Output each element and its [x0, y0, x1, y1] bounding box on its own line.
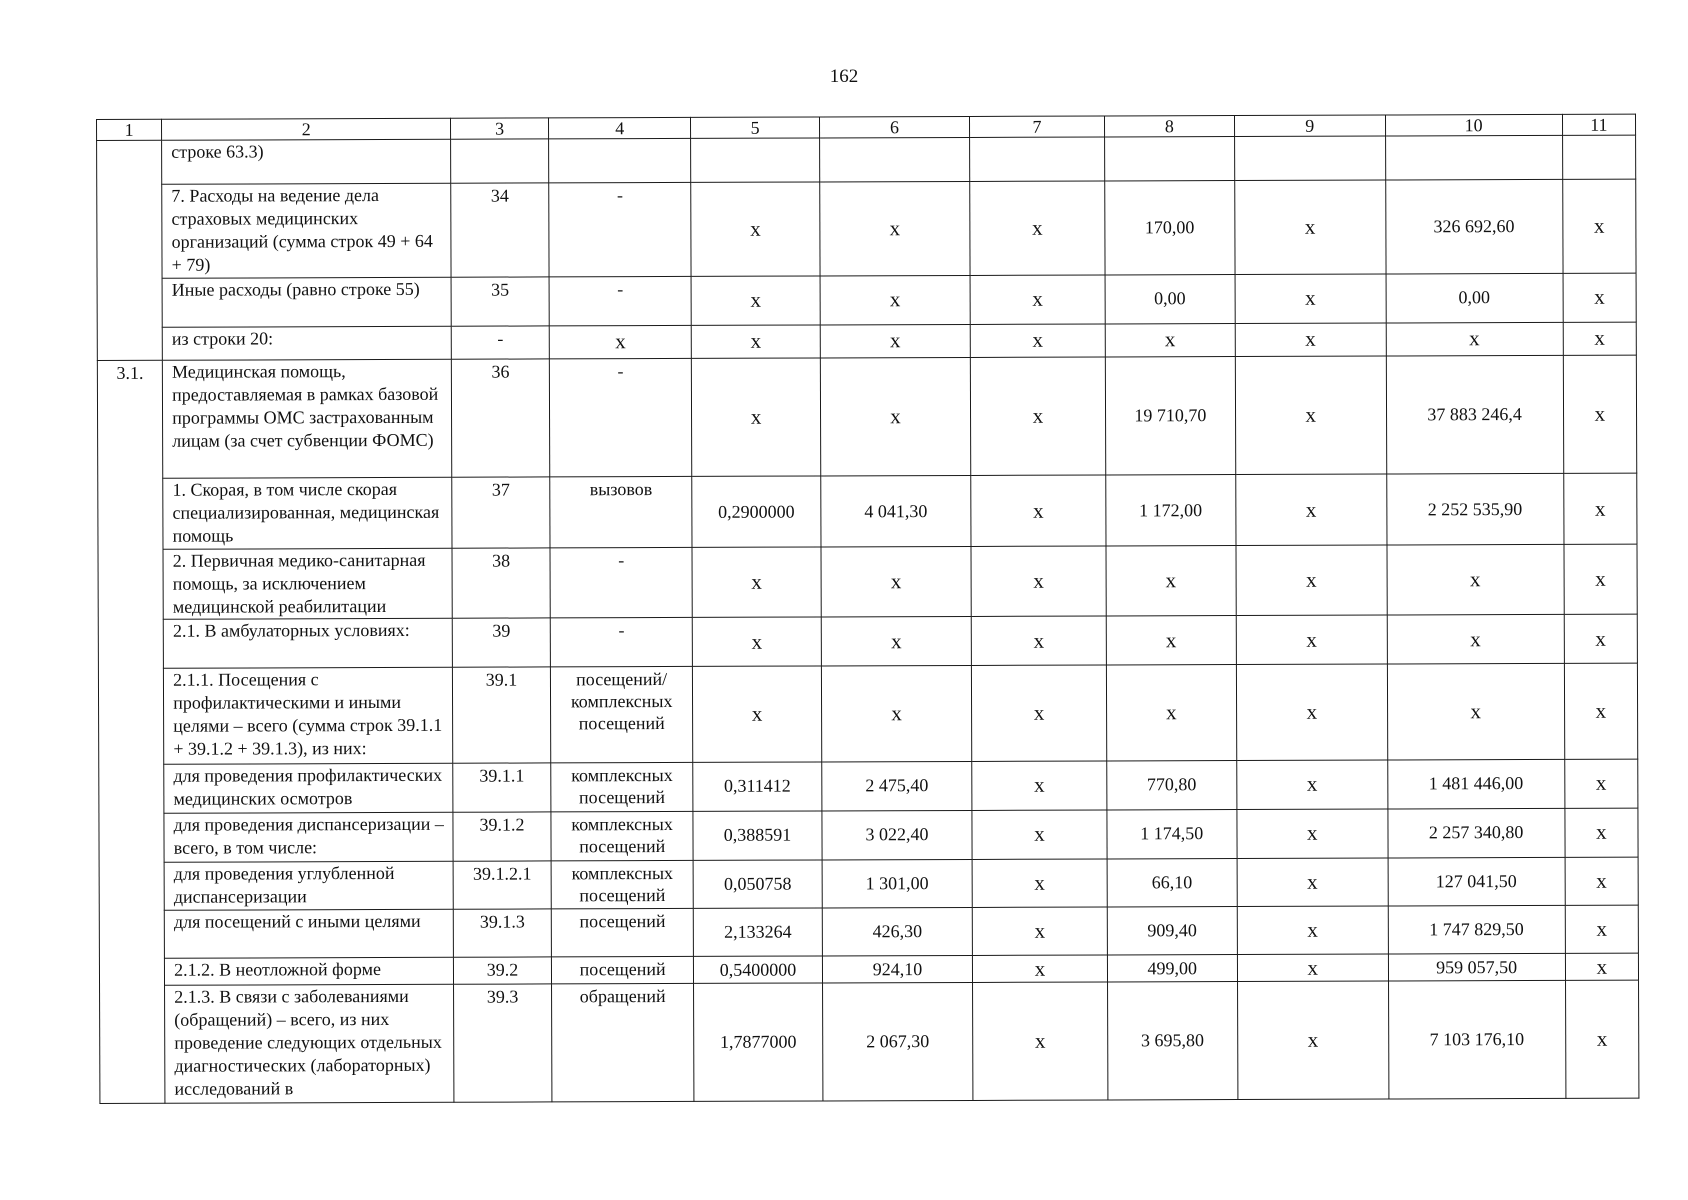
value-cell: 326 692,60 — [1385, 180, 1562, 274]
table-row — [97, 135, 1636, 185]
value-cell: х — [972, 760, 1107, 810]
value-cell: х — [971, 475, 1106, 546]
value-cell: х — [970, 275, 1105, 325]
value-cell: 3 695,80 — [1107, 982, 1238, 1100]
value-cell: х — [1235, 323, 1386, 357]
value-cell: х — [972, 859, 1107, 908]
row-name-cell: 7. Расходы на ведение дела страховых медицинских организаций (сумма строк 49 + 64 + 79) — [162, 183, 451, 277]
column-header: 7 — [970, 116, 1104, 137]
row-name-cell: 1. Скорая, в том числе скорая специализированная, медицинская помощь — [163, 478, 452, 549]
value-cell: х — [1236, 615, 1387, 665]
unit-cell: вызовов — [550, 477, 693, 548]
value-cell — [1562, 135, 1635, 179]
data-table — [96, 114, 1639, 1104]
value-cell: х — [972, 810, 1107, 860]
value-cell: 7 103 176,10 — [1388, 981, 1566, 1099]
row-code-cell: 39.1.1 — [453, 762, 551, 812]
row-code-cell: 36 — [452, 359, 550, 478]
value-cell: х — [691, 276, 819, 326]
value-cell: х — [692, 547, 820, 618]
value-cell: х — [972, 616, 1107, 666]
value-cell: 426,30 — [822, 908, 973, 957]
value-cell: х — [1236, 664, 1387, 760]
value-cell: х — [692, 325, 820, 359]
row-code-cell: 35 — [451, 276, 549, 326]
table-row — [97, 322, 1636, 360]
unit-cell: - — [549, 183, 692, 277]
value-cell: х — [1563, 355, 1637, 474]
unit-cell: посещений — [551, 909, 694, 958]
value-cell: х — [820, 357, 971, 476]
value-cell: х — [1237, 760, 1388, 810]
value-cell: х — [1237, 954, 1388, 982]
value-cell: х — [1563, 473, 1637, 544]
unit-cell: х — [549, 325, 692, 359]
value-cell: х — [821, 546, 972, 617]
value-cell: 1,7877000 — [694, 983, 823, 1101]
row-name-cell: для проведения профилактических медицинских осмотров — [164, 763, 453, 813]
unit-cell: - — [550, 617, 693, 667]
value-cell: 2,133264 — [694, 908, 822, 957]
value-cell — [691, 138, 819, 183]
value-cell: х — [1106, 615, 1236, 665]
value-cell: х — [973, 982, 1108, 1100]
row-name-cell: 2. Первичная медико-санитарная помощь, за исключением медицинской реабилитации — [163, 548, 452, 619]
value-cell: х — [1386, 322, 1563, 356]
value-cell: х — [1565, 953, 1638, 980]
unit-cell: комплексных посещений — [551, 762, 694, 812]
value-cell: х — [691, 182, 820, 276]
unit-cell: комплексных посещений — [551, 860, 694, 909]
column-header: 3 — [451, 118, 549, 139]
value-cell: 170,00 — [1104, 181, 1235, 275]
value-cell: 3 022,40 — [822, 810, 973, 860]
value-cell: х — [1237, 809, 1388, 859]
value-cell: 0,2900000 — [692, 476, 820, 547]
table-row — [99, 857, 1638, 911]
value-cell: х — [973, 955, 1107, 983]
value-cell: х — [1565, 905, 1639, 953]
table-row — [98, 544, 1637, 620]
row-name-cell: 2.1.2. В неотложной форме — [165, 958, 454, 986]
unit-cell — [548, 138, 691, 183]
row-name-cell: 2.1.3. В связи с заболеваниями (обращений) – всего, из них проведение следующих отдельных диагностических (лабораторных) исследований в — [165, 985, 454, 1104]
row-code-cell: 38 — [452, 548, 550, 619]
value-cell: х — [820, 324, 971, 358]
table-row — [98, 663, 1637, 764]
row-name-cell: Медицинская помощь, предоставляемая в рамках базовой программы ОМС застрахованным лицам (за счет субвенции ФОМС) — [162, 359, 451, 478]
value-cell: х — [1563, 322, 1636, 355]
column-header: 9 — [1234, 115, 1385, 137]
value-cell: 1 174,50 — [1107, 809, 1237, 859]
value-cell: 4 041,30 — [820, 476, 971, 547]
row-name-cell: 2.1. В амбулаторных условиях: — [163, 618, 452, 668]
value-cell: 2 252 535,90 — [1386, 474, 1563, 545]
unit-cell: обращений — [551, 984, 694, 1102]
value-cell — [1234, 136, 1385, 181]
value-cell: 127 041,50 — [1388, 857, 1565, 906]
value-cell: 1 481 446,00 — [1387, 759, 1564, 809]
value-cell: х — [1562, 179, 1636, 273]
value-cell: 37 883 246,4 — [1386, 355, 1564, 474]
value-cell: 2 067,30 — [822, 983, 973, 1101]
value-cell: х — [1237, 981, 1388, 1099]
column-header: 10 — [1385, 114, 1562, 136]
value-cell: 0,388591 — [693, 811, 821, 861]
table-row — [97, 355, 1636, 479]
row-code-cell: 37 — [452, 477, 550, 548]
value-cell: х — [1565, 808, 1639, 857]
row-name-cell: из строки 20: — [162, 326, 451, 360]
value-cell: 909,40 — [1107, 907, 1237, 956]
value-cell: х — [1564, 544, 1638, 615]
value-cell: х — [1387, 614, 1564, 664]
table-row — [98, 473, 1637, 549]
row-name-cell: для проведения диспансеризации – всего, в том числе: — [164, 812, 453, 862]
unit-cell: комплексных посещений — [551, 811, 694, 861]
column-header: 8 — [1104, 116, 1234, 137]
value-cell: х — [1564, 663, 1638, 759]
value-cell: х — [819, 182, 970, 276]
value-cell: х — [972, 665, 1107, 761]
table-row — [99, 905, 1638, 959]
value-cell: х — [821, 616, 972, 666]
value-cell: х — [693, 666, 822, 762]
unit-cell: посещений — [551, 957, 694, 985]
row-code-cell: 39.2 — [454, 957, 552, 984]
value-cell: 2 257 340,80 — [1387, 808, 1564, 858]
value-cell: 1 301,00 — [822, 859, 973, 908]
value-cell: 499,00 — [1107, 955, 1237, 983]
table-row — [99, 759, 1638, 814]
section-number-cell: 3.1. — [97, 360, 165, 1103]
value-cell — [1385, 135, 1562, 180]
row-code-cell: 39.1.2.1 — [453, 861, 551, 910]
value-cell: х — [971, 324, 1105, 358]
unit-cell: посещений/ комплексных посещений — [550, 667, 693, 763]
value-cell: 19 710,70 — [1105, 356, 1236, 475]
value-cell: 0,050758 — [693, 860, 821, 909]
value-cell: х — [1106, 665, 1237, 761]
value-cell: х — [1236, 545, 1387, 616]
value-cell: 0,5400000 — [694, 956, 822, 984]
value-cell: х — [1106, 545, 1237, 616]
table-row — [98, 614, 1637, 669]
value-cell: х — [820, 275, 971, 325]
value-cell: 770,80 — [1106, 760, 1236, 810]
section-number-cell — [97, 140, 163, 360]
value-cell: х — [1236, 474, 1387, 545]
row-name-cell: Иные расходы (равно строке 55) — [162, 277, 451, 327]
row-code-cell: 39.1.3 — [453, 909, 551, 958]
table-row — [97, 179, 1636, 278]
column-header: 4 — [548, 117, 691, 138]
value-cell: 0,00 — [1105, 274, 1235, 324]
value-cell: х — [1564, 614, 1638, 663]
value-cell: х — [1387, 664, 1564, 760]
row-code-cell: 39.3 — [454, 984, 552, 1102]
value-cell: х — [1565, 981, 1639, 1099]
value-cell: 1 747 829,50 — [1388, 905, 1565, 954]
value-cell: х — [973, 907, 1108, 956]
value-cell — [1104, 137, 1234, 182]
table-row — [99, 808, 1638, 863]
value-cell: х — [1387, 544, 1564, 615]
value-cell: х — [1563, 273, 1637, 322]
value-cell: 0,00 — [1386, 273, 1563, 323]
value-cell: 0,311412 — [693, 761, 821, 811]
row-code-cell: 39.1 — [453, 667, 551, 763]
row-name-cell: для посещений с иными целями — [164, 909, 453, 958]
column-header: 2 — [162, 118, 451, 140]
row-code-cell: 34 — [451, 183, 549, 277]
row-code-cell: - — [451, 326, 549, 359]
unit-cell: - — [549, 358, 692, 477]
value-cell — [819, 137, 970, 182]
column-header: 1 — [97, 119, 162, 140]
row-name-cell: для проведения углубленной диспансеризации — [164, 861, 453, 910]
value-cell: х — [693, 617, 821, 667]
unit-cell: - — [550, 547, 693, 618]
value-cell: 2 475,40 — [821, 761, 972, 811]
table-row — [97, 273, 1636, 328]
value-cell: х — [1235, 274, 1386, 324]
value-cell: х — [1565, 857, 1639, 905]
value-cell: х — [1105, 323, 1235, 357]
column-header: 5 — [691, 117, 819, 138]
column-header: 11 — [1562, 114, 1635, 135]
value-cell: 959 057,50 — [1388, 954, 1565, 982]
row-name-cell: строке 63.3) — [162, 139, 451, 184]
value-cell: х — [1237, 906, 1388, 955]
row-code-cell: 39.1.2 — [453, 812, 551, 862]
row-name-cell: 2.1.1. Посещения с профилактическими и иными целями – всего (сумма строк 39.1.1 + 39.1.2 + 39.1.3), из них: — [164, 667, 453, 763]
page-number: 162 — [829, 66, 859, 87]
value-cell: 1 172,00 — [1105, 475, 1236, 546]
value-cell: х — [971, 546, 1106, 617]
value-cell: х — [1235, 356, 1386, 475]
value-cell — [970, 137, 1104, 182]
column-header: 6 — [819, 116, 970, 138]
value-cell: х — [1237, 858, 1388, 907]
value-cell: х — [821, 666, 972, 762]
value-cell: х — [1235, 180, 1386, 274]
value-cell: 924,10 — [822, 956, 973, 984]
row-code-cell: 39 — [452, 618, 550, 668]
value-cell: 66,10 — [1107, 858, 1237, 907]
value-cell: х — [970, 181, 1105, 275]
value-cell: х — [971, 357, 1106, 476]
unit-cell: - — [549, 276, 692, 326]
row-code-cell — [451, 139, 549, 184]
table-row — [100, 981, 1639, 1104]
value-cell: х — [1564, 759, 1638, 808]
value-cell: х — [692, 358, 821, 477]
